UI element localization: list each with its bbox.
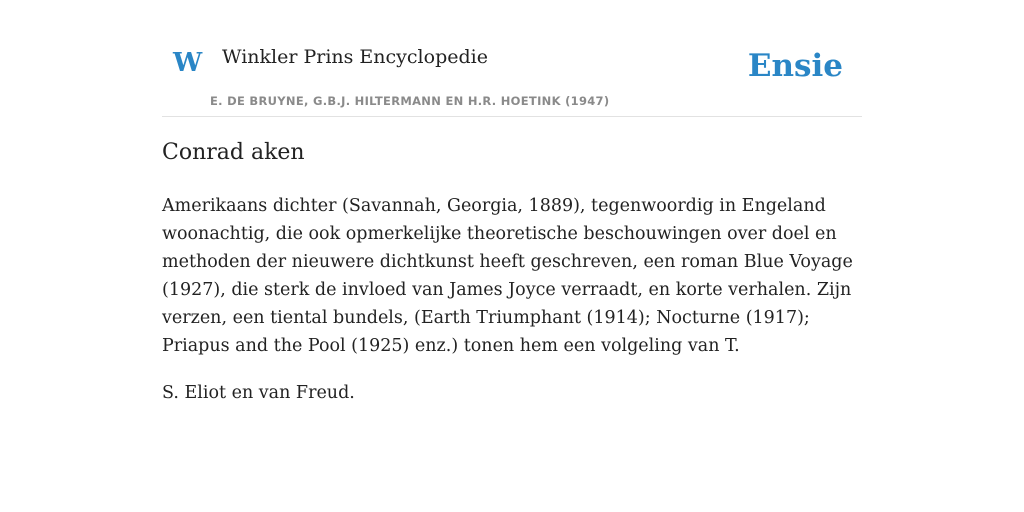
winkler-prins-logo-icon[interactable]: W (173, 48, 203, 78)
entry-paragraph: S. Eliot en van Freud. (162, 383, 355, 403)
ensie-brand-logo[interactable]: Ensie (747, 48, 843, 84)
publication-authors: E. DE BRUYNE, G.B.J. HILTERMANN EN H.R. HOETINK (1947) (210, 94, 610, 108)
entry-title: Conrad aken (162, 140, 305, 165)
publication-title[interactable]: Winkler Prins Encyclopedie (222, 46, 488, 68)
header (162, 0, 862, 117)
entry-paragraph: Amerikaans dichter (Savannah, Georgia, 1889), tegenwoordig in Engeland woonachtig, die ook opmerkelijke theoretische beschouwingen over doel en methoden der nieuwere dichtkunst heeft geschreven, een roman Blue Voyage (1927), die sterk de invloed van James Joyce verraadt, en korte verhalen. Zijn verzen, een tiental bundels, (Earth Triumphant (1914); Nocturne (1917); Priapus and the Pool (1925) enz.) tonen hem een volgeling van T. (162, 196, 853, 356)
